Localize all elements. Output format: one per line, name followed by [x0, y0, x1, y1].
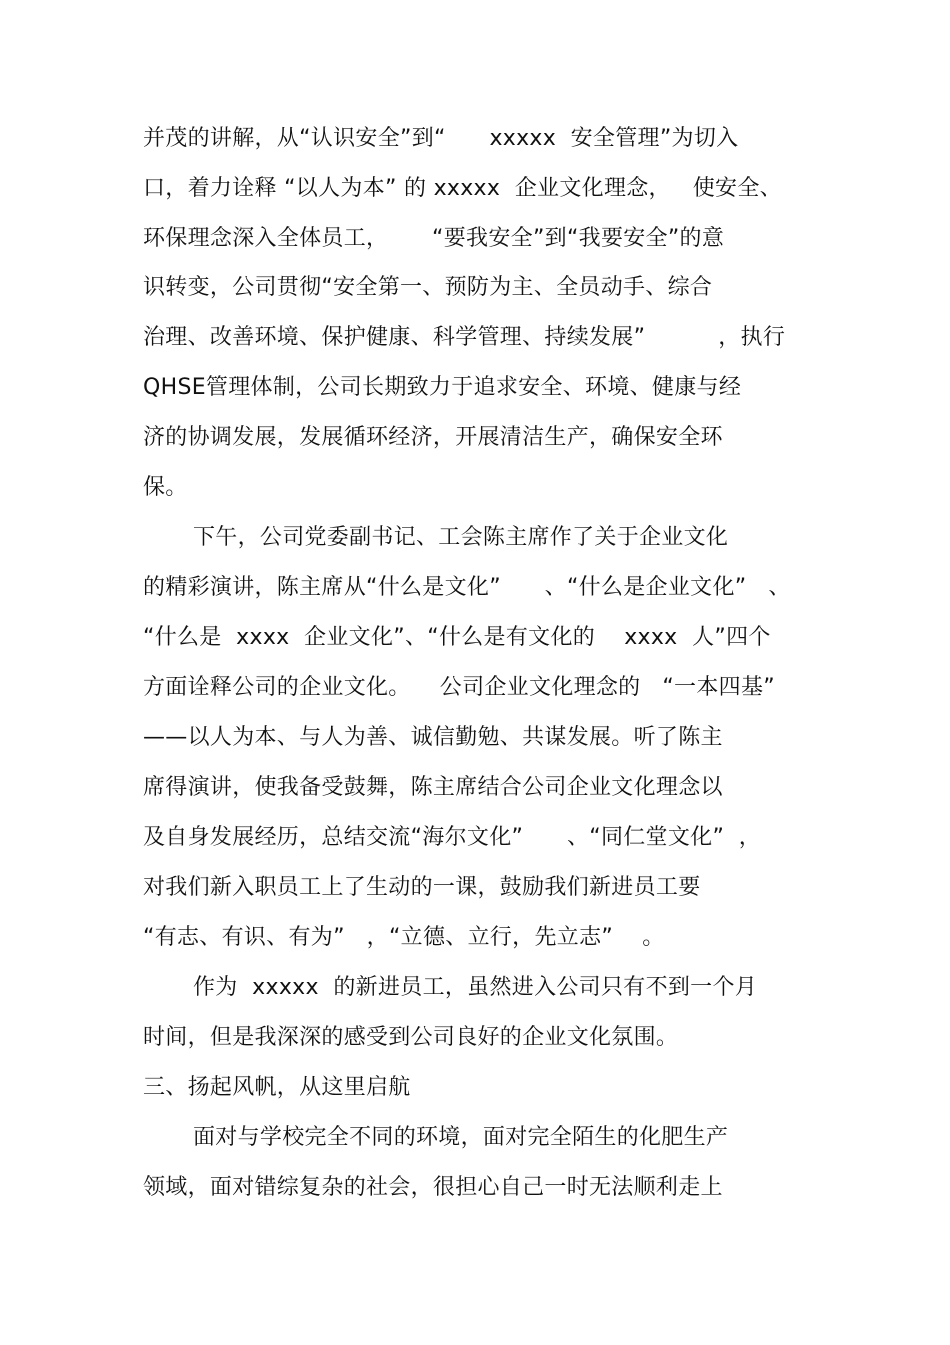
- text-line: QHSE管理体制，公司长期致力于追求安全、环境、健康与经: [143, 375, 742, 400]
- text-line: 环保理念深入全体员工， “要我安全”到“我要安全”的意: [143, 226, 725, 251]
- text-line: 的精彩演讲，陈主席从“什么是文化” 、“什么是企业文化” 、: [143, 575, 791, 600]
- text-line: “什么是 xxxx 企业文化”、“什么是有文化的 xxxx 人”四个: [143, 625, 771, 650]
- text-line: ——以人为本、与人为善、诚信勤勉、共谋发展。听了陈主: [143, 725, 723, 750]
- text-line: 及自身发展经历，总结交流“海尔文化” 、“同仁堂文化” ，: [143, 825, 762, 850]
- text-line: 保。: [143, 475, 188, 500]
- text-line: 方面诠释公司的企业文化。 公司企业文化理念的 “一本四基”: [143, 675, 775, 700]
- text-line: 治理、改善环境、保护健康、科学管理、持续发展” ，执行: [143, 325, 786, 350]
- text-line: 并茂的讲解，从“认识安全”到“ xxxxx 安全管理”为切入: [143, 126, 739, 151]
- text-line: 领域，面对错综复杂的社会，很担心自己一时无法顺利走上: [143, 1175, 723, 1200]
- paragraph-first-line: 下午，公司党委副书记、工会陈主席作了关于企业文化: [193, 525, 729, 550]
- paragraph-first-line: 面对与学校完全不同的环境，面对完全陌生的化肥生产: [193, 1125, 729, 1150]
- text-line: 对我们新入职员工上了生动的一课，鼓励我们新进员工要: [143, 875, 701, 900]
- text-line: 识转变，公司贯彻“安全第一、预防为主、全员动手、综合: [143, 275, 713, 300]
- section-heading: 三、扬起风帆，从这里启航: [143, 1075, 411, 1100]
- paragraph-first-line: 作为 xxxxx 的新进员工，虽然进入公司只有不到一个月: [193, 975, 758, 1000]
- text-line: 口，着力诠释 “以人为本” 的 xxxxx 企业文化理念， 使安全、: [143, 176, 782, 201]
- text-line: 时间，但是我深深的感受到公司良好的企业文化氛围。: [143, 1025, 679, 1050]
- text-line: “有志、有识、有为” ，“立德、立行，先立志” 。: [143, 925, 665, 950]
- text-line: 济的协调发展，发展循环经济，开展清洁生产，确保安全环: [143, 425, 723, 450]
- text-line: 席得演讲，使我备受鼓舞，陈主席结合公司企业文化理念以: [143, 775, 723, 800]
